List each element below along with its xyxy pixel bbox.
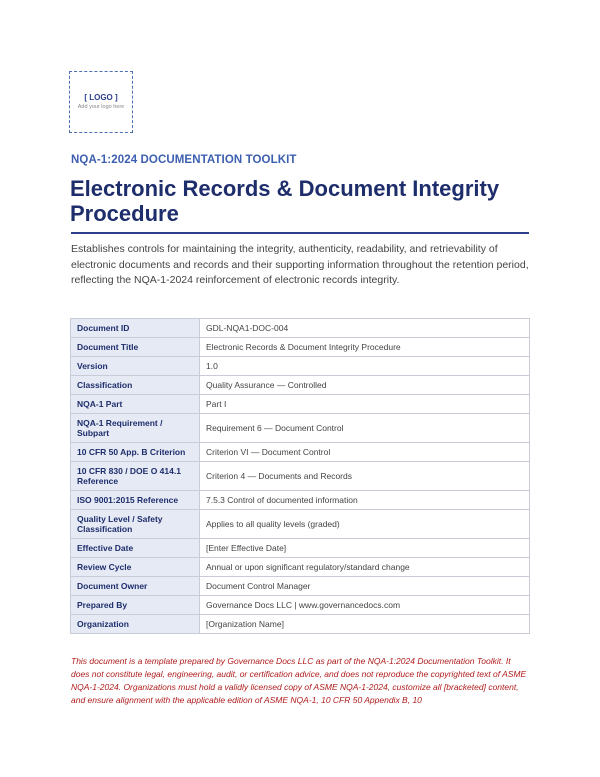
table-row xyxy=(71,319,530,338)
row-label: Document Title xyxy=(71,338,200,357)
row-label: Organization xyxy=(71,615,200,634)
row-value: [Organization Name] xyxy=(200,615,530,634)
row-label: NQA-1 Requirement / Subpart xyxy=(71,414,200,443)
row-label: Prepared By xyxy=(71,596,200,615)
row-value: GDL-NQA1-DOC-004 xyxy=(200,319,530,338)
row-label: Quality Level / Safety Classification xyxy=(71,510,200,539)
table-row xyxy=(71,615,530,634)
table-row xyxy=(71,577,530,596)
document-metadata-table xyxy=(70,318,530,634)
toolkit-eyebrow: NQA-1:2024 DOCUMENTATION TOOLKIT xyxy=(71,154,297,166)
row-label: Version xyxy=(71,357,200,376)
row-value: [Enter Effective Date] xyxy=(200,539,530,558)
row-value: Governance Docs LLC | www.governancedocs.com xyxy=(200,596,530,615)
row-label: 10 CFR 50 App. B Criterion xyxy=(71,443,200,462)
row-value: Applies to all quality levels (graded) xyxy=(200,510,530,539)
table-row xyxy=(71,376,530,395)
row-label: Review Cycle xyxy=(71,558,200,577)
row-value: Quality Assurance — Controlled xyxy=(200,376,530,395)
legal-disclaimer: This document is a template prepared by Governance Docs LLC as part of the NQA-1:2024 Documentation Toolkit. It does not constitute legal, engineering, audit, or certification advice, and does not reproduce the copyrighted text of ASME NQA-1-2024. Organizations must hold a validly licensed copy of ASME NQA-1-2024, customize all [bracketed] content, and ensure alignment with the applicable edition of ASME NQA-1, 10 CFR 50 Appendix B, 10 xyxy=(71,656,527,705)
table-row xyxy=(71,443,530,462)
row-value: Criterion VI — Document Control xyxy=(200,443,530,462)
table-row xyxy=(71,491,530,510)
page-title: Electronic Records & Document Integrity Procedure xyxy=(70,176,500,226)
table-row xyxy=(71,510,530,539)
row-value: Part I xyxy=(200,395,530,414)
table-row xyxy=(71,558,530,577)
table-row xyxy=(71,395,530,414)
logo-subtitle: Add your logo here xyxy=(77,104,125,110)
row-label: Document ID xyxy=(71,319,200,338)
table-row xyxy=(71,357,530,376)
row-label: ISO 9001:2015 Reference xyxy=(71,491,200,510)
row-value: 7.5.3 Control of documented information xyxy=(200,491,530,510)
table-row xyxy=(71,462,530,491)
row-value: Annual or upon significant regulatory/standard change xyxy=(200,558,530,577)
table-row xyxy=(71,596,530,615)
row-label: 10 CFR 830 / DOE O 414.1 Reference xyxy=(71,462,200,491)
row-value: Document Control Manager xyxy=(200,577,530,596)
row-label: Effective Date xyxy=(71,539,200,558)
row-label: Document Owner xyxy=(71,577,200,596)
row-value: Electronic Records & Document Integrity Procedure xyxy=(200,338,530,357)
row-value: Requirement 6 — Document Control xyxy=(200,414,530,443)
logo-placeholder xyxy=(69,71,133,133)
row-label: Classification xyxy=(71,376,200,395)
row-value: 1.0 xyxy=(200,357,530,376)
table-row xyxy=(71,338,530,357)
row-label: NQA-1 Part xyxy=(71,395,200,414)
intro-paragraph: Establishes controls for maintaining the integrity, authenticity, readability, and retrievability of electronic documents and records and their supporting information throughout the retention period, reflecting the NQA-1-2024 reinforcement of electronic records integrity. xyxy=(71,243,529,286)
logo-title: [ LOGO ] xyxy=(84,93,118,102)
title-divider xyxy=(71,232,529,234)
row-value: Criterion 4 — Documents and Records xyxy=(200,462,530,491)
table-row xyxy=(71,414,530,443)
table-row xyxy=(71,539,530,558)
